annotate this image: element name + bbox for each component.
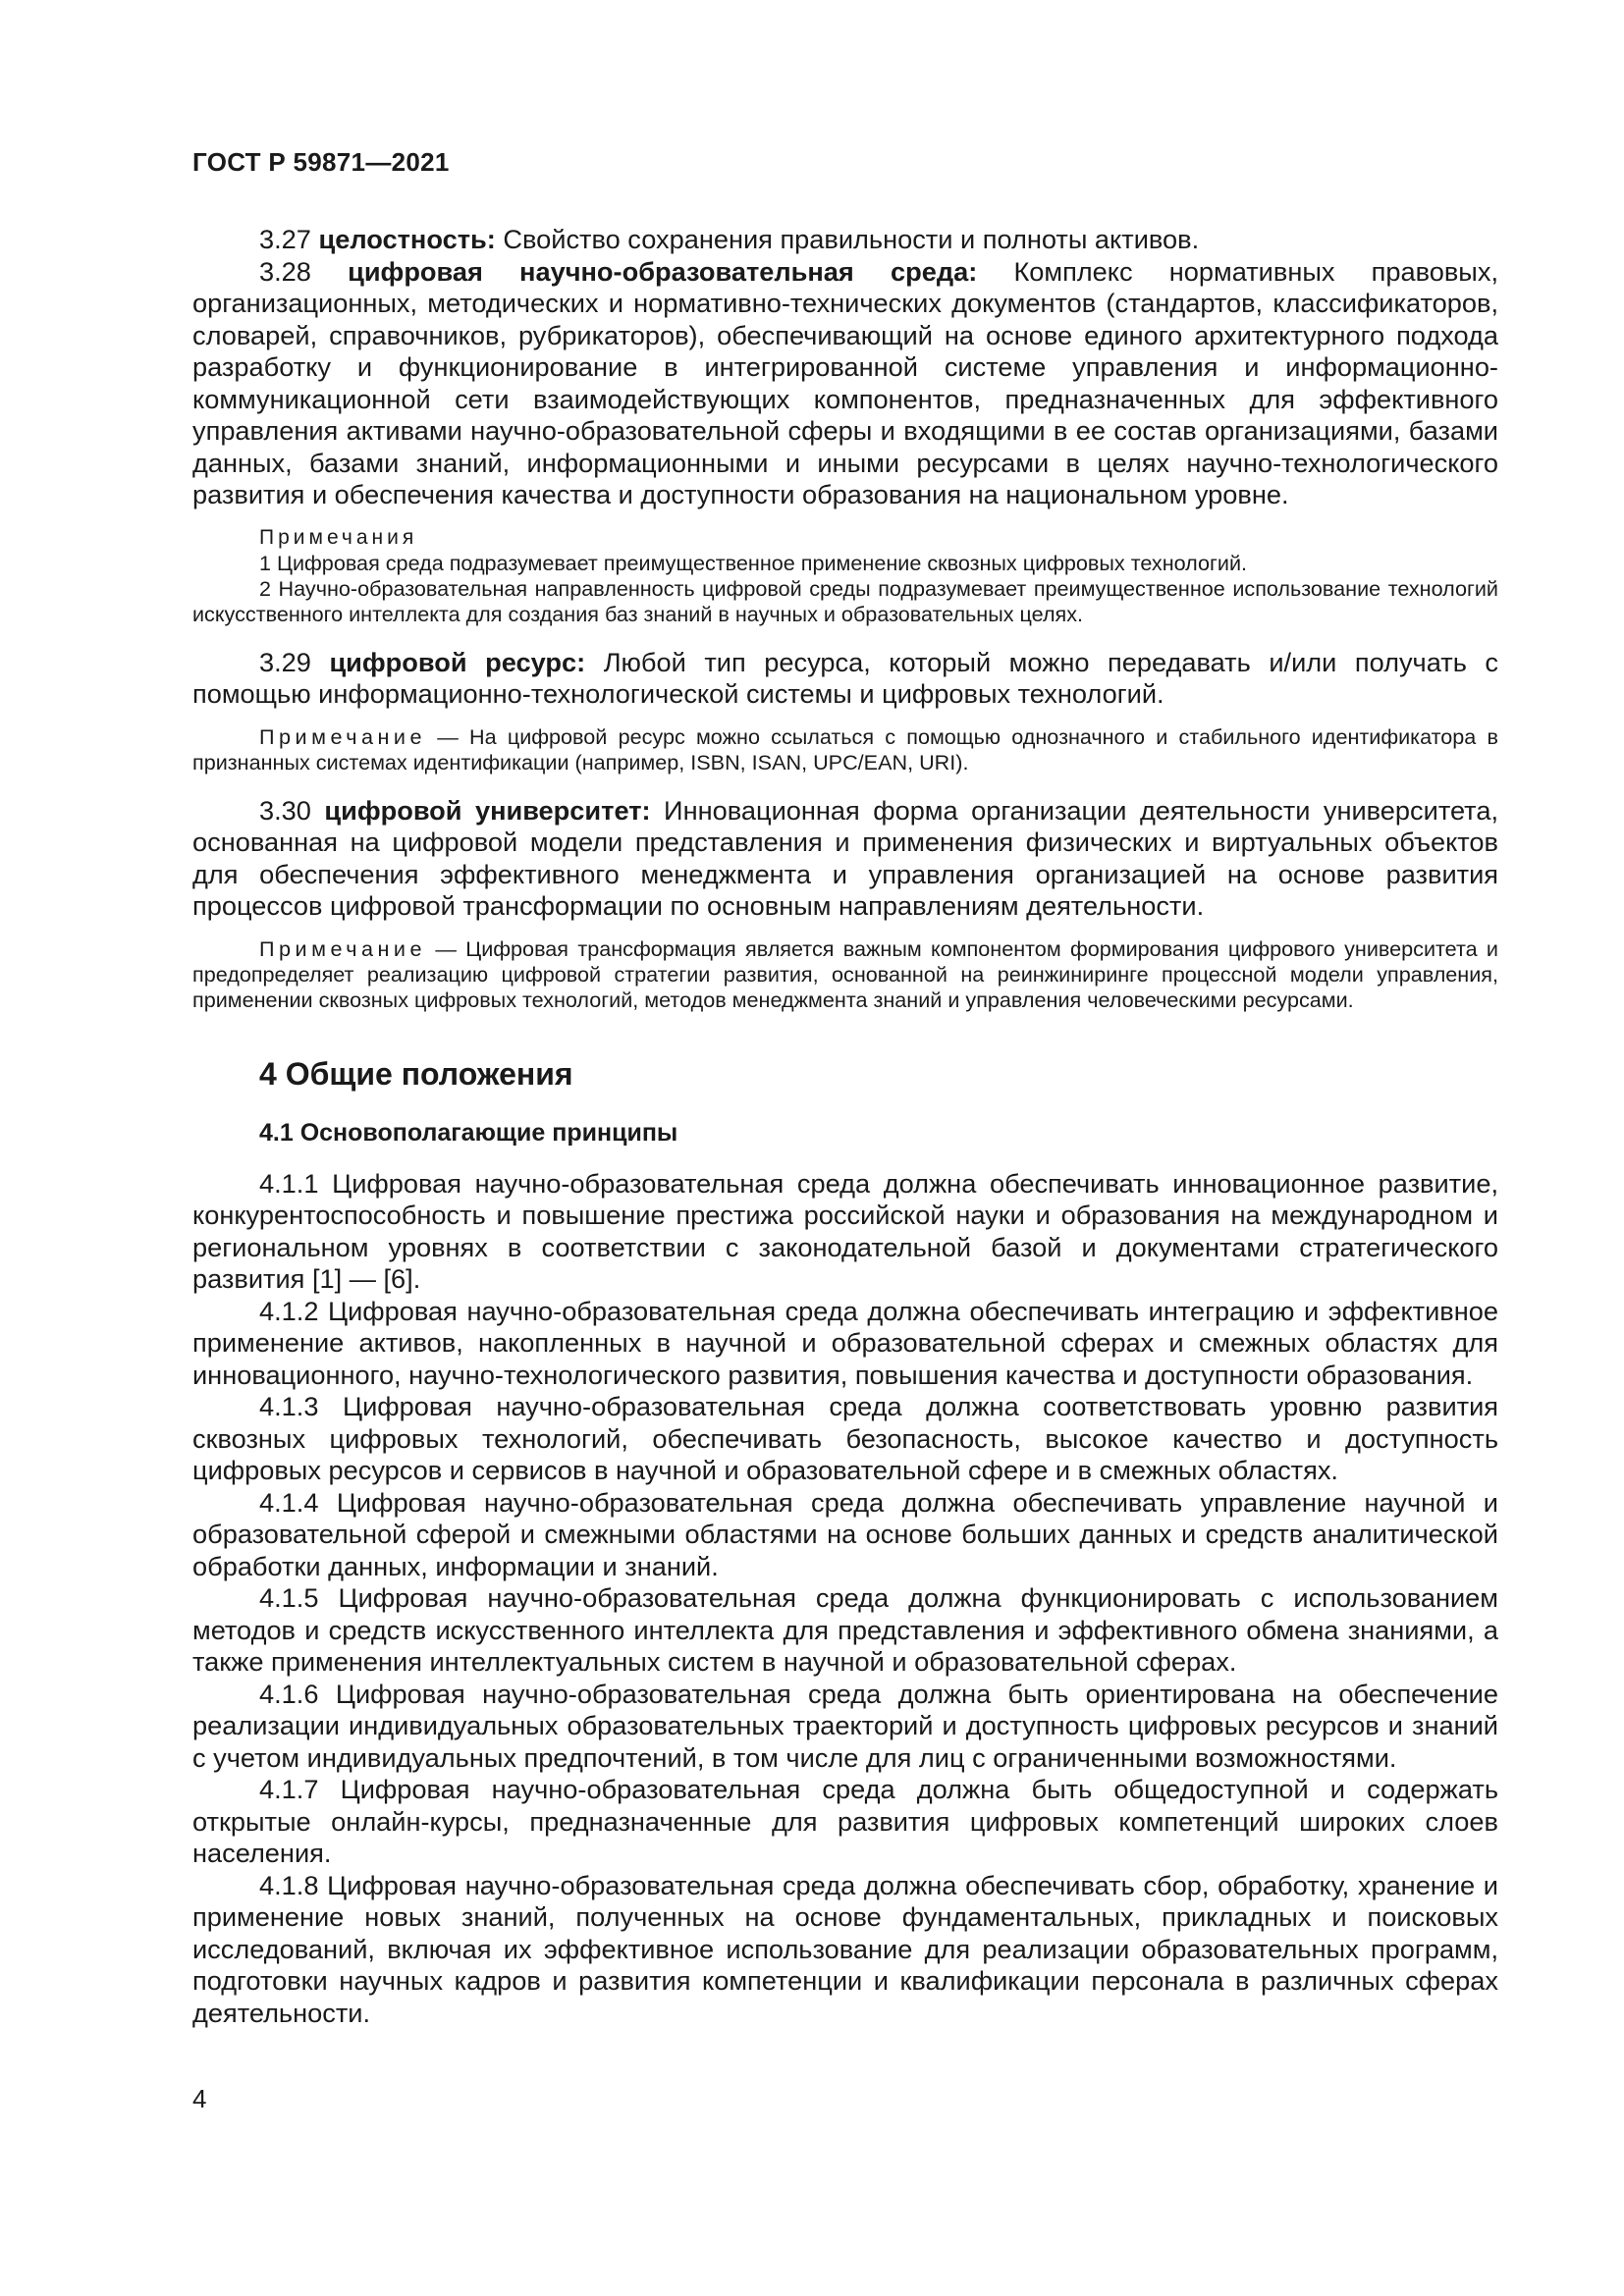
subsection-4-1-title: 4.1 Основополагающие принципы <box>259 1118 678 1147</box>
definition-number: 3.27 <box>259 224 311 254</box>
paragraph-4-1-7: 4.1.7 Цифровая научно-образовательная среда должна быть общедоступной и содержать открытые онлайн-курсы, предназначенные для развития цифровых компетенций широких слоев населения. <box>192 1774 1498 1868</box>
document-code-header: ГОСТ Р 59871—2021 <box>192 147 450 177</box>
document-body <box>192 224 1498 2029</box>
definition-term: целостность: <box>318 224 496 254</box>
paragraph-4-1-6: 4.1.6 Цифровая научно-образовательная среда должна быть ориентирована на обеспечение реализации индивидуальных образовательных траекторий и доступность цифровых ресурсов и знаний с учетом индивидуальных предпочтений, в том числе для лиц с ограниченными возможностями. <box>192 1678 1498 1773</box>
note-text: — На цифровой ресурс можно ссылаться с помощью однозначного и стабильного идентификатора в признанных системах идентификации (например, ISBN, ISAN, UPC/EAN, URI). <box>192 723 1498 774</box>
paragraph-4-1-2: 4.1.2 Цифровая научно-образовательная среда должна обеспечивать интеграцию и эффективное применение активов, накопленных в научной и образовательной сферах и смежных областях для инновационного, научно-технологического развития, повышения качества и доступности образования. <box>192 1295 1498 1390</box>
paragraph-4-1-8: 4.1.8 Цифровая научно-образовательная среда должна обеспечивать сбор, обработку, хранение и применение новых знаний, полученных на основе фундаментальных, прикладных и поисковых исследований, включая их эффективное использование для реализации образовательных программ, подготовки научных кадров и развития компетенции и квалификации персонала в различных сферах деятельности. <box>192 1869 1498 2028</box>
page-number: 4 <box>192 2084 207 2113</box>
note-3-30 <box>192 936 1498 1013</box>
note-1: 1 Цифровая среда подразумевает преимущественное применение сквозных цифровых технологий. <box>259 550 1248 575</box>
definition-number: 3.30 <box>259 794 311 826</box>
note-label: Примечание <box>259 723 426 749</box>
definition-3-28 <box>192 256 1498 511</box>
definition-number: 3.28 <box>259 255 311 287</box>
paragraph-4-1-1: 4.1.1 Цифровая научно-образовательная среда должна обеспечивать инновационное развитие, конкурентоспособность и повышение престижа российской науки и образования на международном и региональном уровнях в соответствии с законодательной базой и документами стратегического развития [1] — [6]. <box>192 1167 1498 1294</box>
definition-3-27 <box>192 224 1498 256</box>
definition-text: Любой тип ресурса, который можно передавать и/или получать с помощью информационно-технологической системы и цифровых технологий. <box>192 646 1498 709</box>
definition-text: Инновационная форма организации деятельности университета, основанная на цифровой модели представления и применения физических и виртуальных объектов для обеспечения эффективного менеджмента и управления организацией на основе развития процессов цифровой трансформации по основным направлениям деятельности. <box>192 794 1499 921</box>
definition-term: цифровой ресурс: <box>329 646 586 677</box>
paragraph-4-1-3: 4.1.3 Цифровая научно-образовательная среда должна соответствовать уровню развития сквозных цифровых технологий, обеспечивать безопасность, высокое качество и доступность цифровых ресурсов и сервисов в научной и образовательной сфере и в смежных областях. <box>192 1391 1498 1485</box>
section-4-title: 4 Общие положения <box>259 1055 573 1092</box>
definition-term: цифровой университет: <box>324 794 651 826</box>
paragraph-4-1-5: 4.1.5 Цифровая научно-образовательная среда должна функционировать с использованием методов и средств искусственного интеллекта для представления и эффективного обмена знаниями, а также применения интеллектуальных систем в научной и образовательной сферах. <box>192 1582 1498 1677</box>
paragraph-4-1-4: 4.1.4 Цифровая научно-образовательная среда должна обеспечивать управление научной и образовательной сферой и смежными областями на основе больших данных и средств аналитической обработки данных, информации и знаний. <box>192 1486 1498 1581</box>
definition-3-30 <box>192 795 1498 923</box>
definition-text: Комплекс нормативных правовых, организационных, методических и нормативно-технических документов (стандартов, классификаторов, словарей, справочников, рубрикаторов), обеспечивающий на основе единого архитектурного подхода разработку и функционирование в интегрированной системе управления и информационно-коммуникационной сети взаимодействующих компонентов, предназначенных для эффективного управления активами научно-образовательной сферы и входящими в ее состав организациями, базами данных, базами знаний, информационными и иными ресурсами в целях научно-технологического развития и обеспечения качества и доступности образования на национальном уровне. <box>192 255 1498 509</box>
definition-text: Свойство сохранения правильности и полноты активов. <box>503 224 1200 254</box>
definition-3-29 <box>192 647 1498 711</box>
note-2: 2 Научно-образовательная направленность цифровой среды подразумевает преимущественное использование технологий искусственного интеллекта для создания баз знаний в научных и образовательных целях. <box>192 575 1498 626</box>
note-3-29 <box>192 724 1498 775</box>
note-text: — Цифровая трансформация является важным компонентом формирования цифрового университета и предопределяет реализацию цифровой стратегии развития, основанной на реинжиниринге процессной модели управления, применении сквозных цифровых технологий, методов менеджмента знаний и управления человеческими ресурсами. <box>192 935 1498 1012</box>
notes-heading: Примечания <box>259 525 418 549</box>
definition-number: 3.29 <box>259 646 311 677</box>
note-label: Примечание <box>259 935 426 961</box>
definition-term: цифровая научно-образовательная среда: <box>348 255 978 287</box>
